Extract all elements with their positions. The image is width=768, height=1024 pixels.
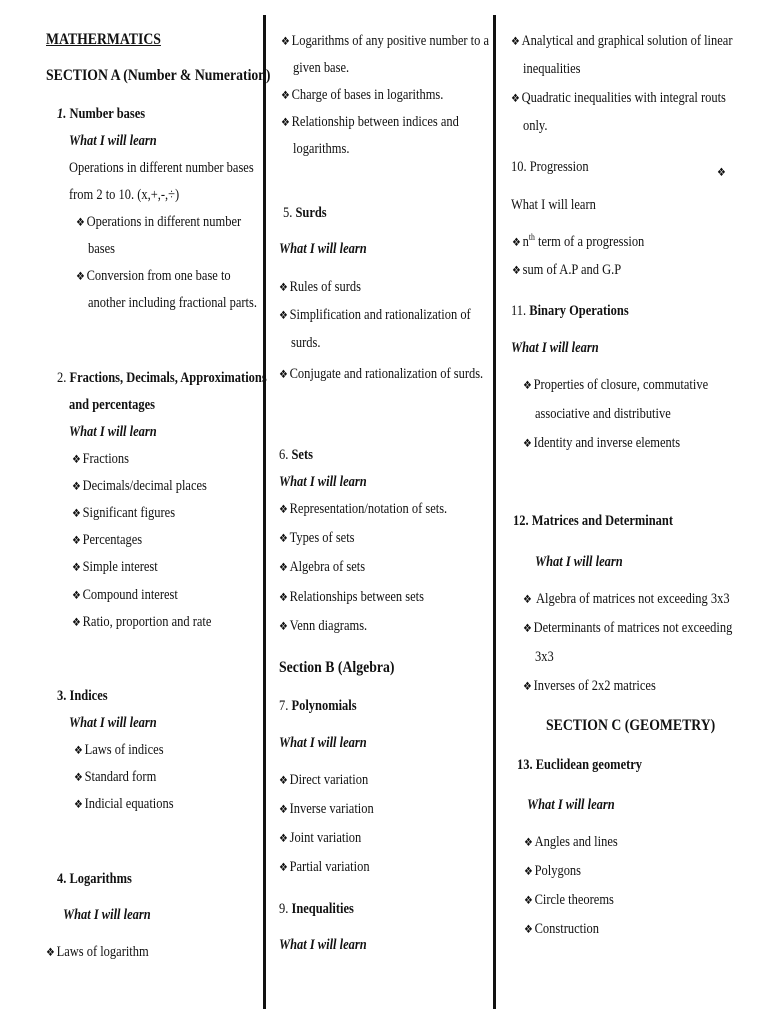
- topic-12-item: ❖ Algebra of matrices not exceeding 3x3: [523, 591, 730, 607]
- topic-13-item: ❖ Construction: [524, 921, 600, 937]
- bullet-diamond-icon: ❖: [279, 367, 288, 381]
- topic-3-item: ❖ Laws of indices: [74, 742, 164, 758]
- topic-2-item: ❖ Compound interest: [72, 587, 178, 603]
- logarithms-item: ❖ Relationship between indices and: [281, 114, 459, 130]
- topic-3-item: ❖ Standard form: [74, 769, 157, 785]
- topic-5-title: 5. Surds: [283, 205, 327, 221]
- bullet-diamond-icon: ❖: [74, 743, 83, 757]
- section-a-heading: SECTION A (Number & Numeration): [46, 67, 271, 84]
- topic-3-item: ❖ Indicial equations: [74, 796, 174, 812]
- topic-13-item: ❖ Circle theorems: [524, 892, 614, 908]
- bullet-diamond-icon: ❖: [279, 802, 288, 816]
- topic-10-title: 10. Progression: [511, 159, 589, 175]
- inequalities-item: ❖ Quadratic inequalities with integral routs: [511, 90, 726, 106]
- bullet-diamond-icon: ❖: [72, 479, 81, 493]
- topic-7-item: ❖ Joint variation: [279, 830, 362, 846]
- bullet-diamond-icon: ❖: [523, 378, 532, 392]
- topic-2-item: ❖ Simple interest: [72, 559, 158, 575]
- bullet-diamond-icon: ❖: [523, 592, 532, 606]
- topic-2-title: 2. Fractions, Decimals, Approximations: [57, 370, 267, 386]
- bullet-diamond-icon: ❖: [279, 860, 288, 874]
- topic-4-item: ❖ Laws of logarithm: [46, 944, 149, 960]
- topic-2-title: and percentages: [69, 397, 156, 413]
- bullet-diamond-icon: ❖: [74, 770, 83, 784]
- bullet-diamond-icon: ❖: [512, 263, 521, 277]
- topic-7-item: ❖ Partial variation: [279, 859, 370, 875]
- topic-1-description: from 2 to 10. (x,+,-,÷): [69, 187, 180, 203]
- inequalities-item: only.: [523, 118, 548, 134]
- bullet-diamond-icon: ❖: [279, 560, 288, 574]
- topic-1-title: 1. Number bases: [57, 106, 146, 122]
- bullet-diamond-icon: ❖: [279, 308, 288, 322]
- topic-12-title: 12. Matrices and Determinant: [513, 513, 674, 529]
- logarithms-item: given base.: [293, 60, 350, 76]
- topic-6-what-i-will-learn: What I will learn: [279, 474, 367, 490]
- topic-7-item: ❖ Direct variation: [279, 772, 369, 788]
- topic-13-title: 13. Euclidean geometry: [517, 757, 643, 773]
- topic-1-item: ❖ Conversion from one base to: [76, 268, 231, 284]
- stray-bullet-diamond-icon: ❖: [717, 165, 726, 179]
- bullet-diamond-icon: ❖: [74, 797, 83, 811]
- bullet-diamond-icon: ❖: [524, 922, 533, 936]
- bullet-diamond-icon: ❖: [72, 560, 81, 574]
- bullet-diamond-icon: ❖: [523, 621, 532, 635]
- bullet-diamond-icon: ❖: [279, 773, 288, 787]
- topic-13-item: ❖ Polygons: [524, 863, 582, 879]
- bullet-diamond-icon: ❖: [279, 831, 288, 845]
- inequalities-item: ❖ Analytical and graphical solution of linear: [511, 33, 733, 49]
- topic-9-what-i-will-learn: What I will learn: [279, 937, 367, 953]
- bullet-diamond-icon: ❖: [72, 506, 81, 520]
- inequalities-item: inequalities: [523, 61, 581, 77]
- bullet-diamond-icon: ❖: [511, 34, 520, 48]
- topic-4-title: 4. Logarithms: [57, 871, 132, 887]
- bullet-diamond-icon: ❖: [511, 91, 520, 105]
- topic-3-title: 3. Indices: [57, 688, 108, 704]
- section-b-heading: Section B (Algebra): [279, 659, 395, 676]
- bullet-diamond-icon: ❖: [279, 531, 288, 545]
- topic-2-item: ❖ Significant figures: [72, 505, 176, 521]
- bullet-diamond-icon: ❖: [523, 679, 532, 693]
- topic-12-item: 3x3: [535, 649, 554, 665]
- bullet-diamond-icon: ❖: [76, 269, 85, 283]
- topic-12-what-i-will-learn: What I will learn: [535, 554, 623, 570]
- topic-13-item: ❖ Angles and lines: [524, 834, 618, 850]
- bullet-diamond-icon: ❖: [279, 619, 288, 633]
- bullet-diamond-icon: ❖: [46, 945, 55, 959]
- bullet-diamond-icon: ❖: [524, 864, 533, 878]
- topic-7-title: 7. Polynomials: [279, 698, 357, 714]
- topic-1-item: bases: [88, 241, 116, 257]
- bullet-diamond-icon: ❖: [523, 436, 532, 450]
- topic-13-what-i-will-learn: What I will learn: [527, 797, 615, 813]
- topic-7-item: ❖ Inverse variation: [279, 801, 374, 817]
- topic-10-item: ❖ $n^{th}$ term of a progression: [512, 232, 645, 250]
- topic-1-what-i-will-learn: What I will learn: [69, 133, 157, 149]
- topic-5-what-i-will-learn: What I will learn: [279, 241, 367, 257]
- topic-6-title: 6. Sets: [279, 447, 313, 463]
- section-c-heading: SECTION C (GEOMETRY): [546, 717, 716, 734]
- topic-6-item: ❖ Relationships between sets: [279, 589, 424, 605]
- bullet-diamond-icon: ❖: [279, 590, 288, 604]
- column-divider-right: [493, 15, 496, 1009]
- topic-3-what-i-will-learn: What I will learn: [69, 715, 157, 731]
- topic-2-item: ❖ Decimals/decimal places: [72, 478, 207, 494]
- topic-1-item: ❖ Operations in different number: [76, 214, 242, 230]
- bullet-diamond-icon: ❖: [512, 234, 521, 249]
- bullet-diamond-icon: ❖: [524, 893, 533, 907]
- topic-6-item: ❖ Venn diagrams.: [279, 618, 368, 634]
- topic-11-item: ❖ Properties of closure, commutative: [523, 377, 709, 393]
- bullet-diamond-icon: ❖: [279, 280, 288, 294]
- topic-9-title: 9. Inequalities: [279, 901, 354, 917]
- topic-2-item: ❖ Percentages: [72, 532, 143, 548]
- logarithms-item: logarithms.: [293, 141, 350, 157]
- topic-10-item: ❖ sum of A.P and G.P: [512, 262, 622, 278]
- topic-11-title: 11. Binary Operations: [511, 303, 629, 319]
- topic-1-description: Operations in different number bases: [69, 160, 254, 176]
- bullet-diamond-icon: ❖: [76, 215, 85, 229]
- bullet-diamond-icon: ❖: [72, 533, 81, 547]
- topic-2-what-i-will-learn: What I will learn: [69, 424, 157, 440]
- topic-4-what-i-will-learn: What I will learn: [63, 907, 151, 923]
- topic-5-item: ❖ Conjugate and rationalization of surds.: [279, 366, 484, 382]
- topic-5-item: ❖ Rules of surds: [279, 279, 361, 295]
- topic-11-item: associative and distributive: [535, 406, 671, 422]
- bullet-diamond-icon: ❖: [281, 88, 290, 102]
- bullet-diamond-icon: ❖: [524, 835, 533, 849]
- topic-12-item: ❖ Determinants of matrices not exceeding: [523, 620, 733, 636]
- bullet-diamond-icon: ❖: [72, 588, 81, 602]
- logarithms-item: ❖ Charge of bases in logarithms.: [281, 87, 444, 103]
- bullet-diamond-icon: ❖: [72, 615, 81, 629]
- topic-6-item: ❖ Representation/notation of sets.: [279, 501, 448, 517]
- bullet-diamond-icon: ❖: [279, 502, 288, 516]
- topic-7-what-i-will-learn: What I will learn: [279, 735, 367, 751]
- topic-11-what-i-will-learn: What I will learn: [511, 340, 599, 356]
- document-title: MATHERMATICS: [46, 31, 161, 48]
- topic-12-item: ❖ Inverses of 2x2 matrices: [523, 678, 656, 694]
- topic-2-item: ❖ Ratio, proportion and rate: [72, 614, 212, 630]
- column-divider-left: [263, 15, 266, 1009]
- bullet-diamond-icon: ❖: [72, 452, 81, 466]
- topic-10-what-i-will-learn: What I will learn: [511, 197, 596, 213]
- topic-11-item: ❖ Identity and inverse elements: [523, 435, 681, 451]
- topic-5-item: ❖ Simplification and rationalization of: [279, 307, 471, 323]
- bullet-diamond-icon: ❖: [281, 115, 290, 129]
- topic-2-item: ❖ Fractions: [72, 451, 130, 467]
- topic-1-item: another including fractional parts.: [88, 295, 257, 311]
- logarithms-item: ❖ Logarithms of any positive number to a: [281, 33, 489, 49]
- topic-6-item: ❖ Algebra of sets: [279, 559, 366, 575]
- topic-6-item: ❖ Types of sets: [279, 530, 355, 546]
- topic-5-item: surds.: [291, 335, 321, 351]
- bullet-diamond-icon: ❖: [281, 34, 290, 48]
